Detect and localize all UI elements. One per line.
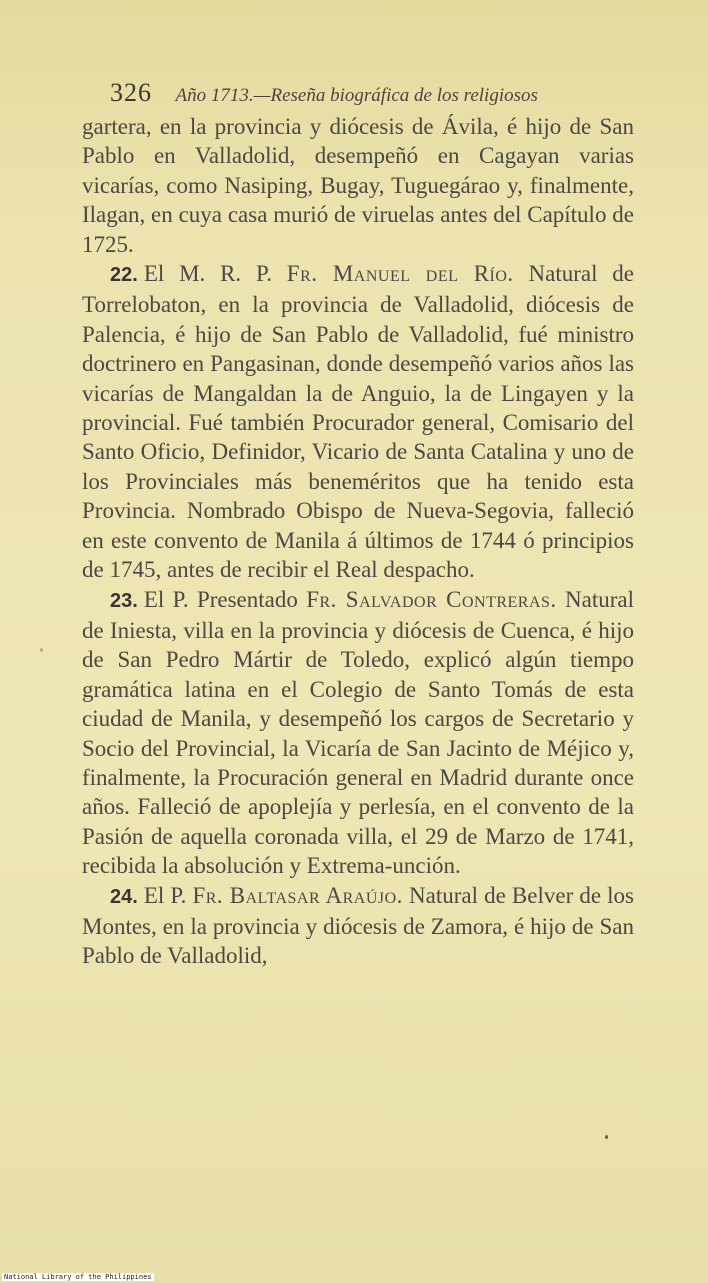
running-head-title: Año 1713.—Reseña biográfica de los religiosos: [175, 85, 538, 106]
library-credit: National Library of the Philippines: [4, 1273, 152, 1281]
page-number: 326: [110, 78, 152, 107]
entry-text: Natural de Torrelobaton, en la provincia de Valladolid, diócesis de Palencia, é hijo de San Pablo de Valladolid, fué ministro doctrinero en Pangasinan, donde desempeñó varios años las vicarías de Mangaldan la de Anguio, la de Lingayen y la provincial. Fué también Procurador general, Comisario del Santo Oficio, Definidor, Vicario de Santa Catalina y uno de los Provinciales más beneméritos que ha tenido esta Provincia. Nombrado Obispo de Nueva-Segovia, falleció en este convento de Manila á últimos de 1744 ó principios de 1745, antes de recibir el Real despacho.: [82, 261, 634, 583]
entry-name: Fr. Manuel del Río.: [286, 261, 514, 287]
entry-name: Fr. Salvador Contreras.: [306, 586, 557, 612]
entry-prefix: El M. R. P.: [143, 261, 287, 287]
entry-name: Fr. Baltasar Araújo.: [192, 882, 403, 908]
paper-speck: [40, 648, 43, 652]
continued-paragraph: gartera, en la provincia y diócesis de Ávila, é hijo de San Pablo en Valladolid, desempeñó en Cagayan varias vicarías, como Nasiping, Bugay, Tuguegárao y, finalmente, Ilagan, en cuya casa murió de viruelas antes del Capítulo de 1725.: [82, 114, 634, 257]
entry-text: Natural de Belver de los Montes, en la provincia y diócesis de Zamora, é hijo de San Pablo de Valladolid,: [82, 882, 635, 969]
running-head: [110, 80, 630, 109]
entry-text: Natural de Iniesta, villa en la provincia y diócesis de Cuenca, é hijo de San Pedro Mártir de Toledo, explicó algún tiempo gramática latina en el Colegio de Santo Tomás de esta ciudad de Manila, y desempeñó los cargos de Secretario y Socio del Provincial, la Vicaría de San Jacinto de Méjico y, finalmente, la Procuración general en Madrid durante once años. Falleció de apoplejía y perlesía, en el convento de la Pasión de aquella coronada villa, el 29 de Marzo de 1741, recibida la absolución y Extrema-unción.: [82, 586, 634, 879]
entry-number: 23.: [110, 589, 138, 612]
body-text: [82, 112, 634, 971]
entry-prefix: El P.: [143, 882, 193, 908]
entry-number: 24.: [110, 885, 138, 908]
entry-23: [82, 585, 634, 881]
entry-prefix: El P. Presentado: [143, 586, 307, 612]
paper-speck: [605, 1135, 608, 1139]
entry-number: 22.: [110, 264, 138, 287]
entry-22: [82, 259, 634, 584]
entry-24: [82, 881, 634, 971]
